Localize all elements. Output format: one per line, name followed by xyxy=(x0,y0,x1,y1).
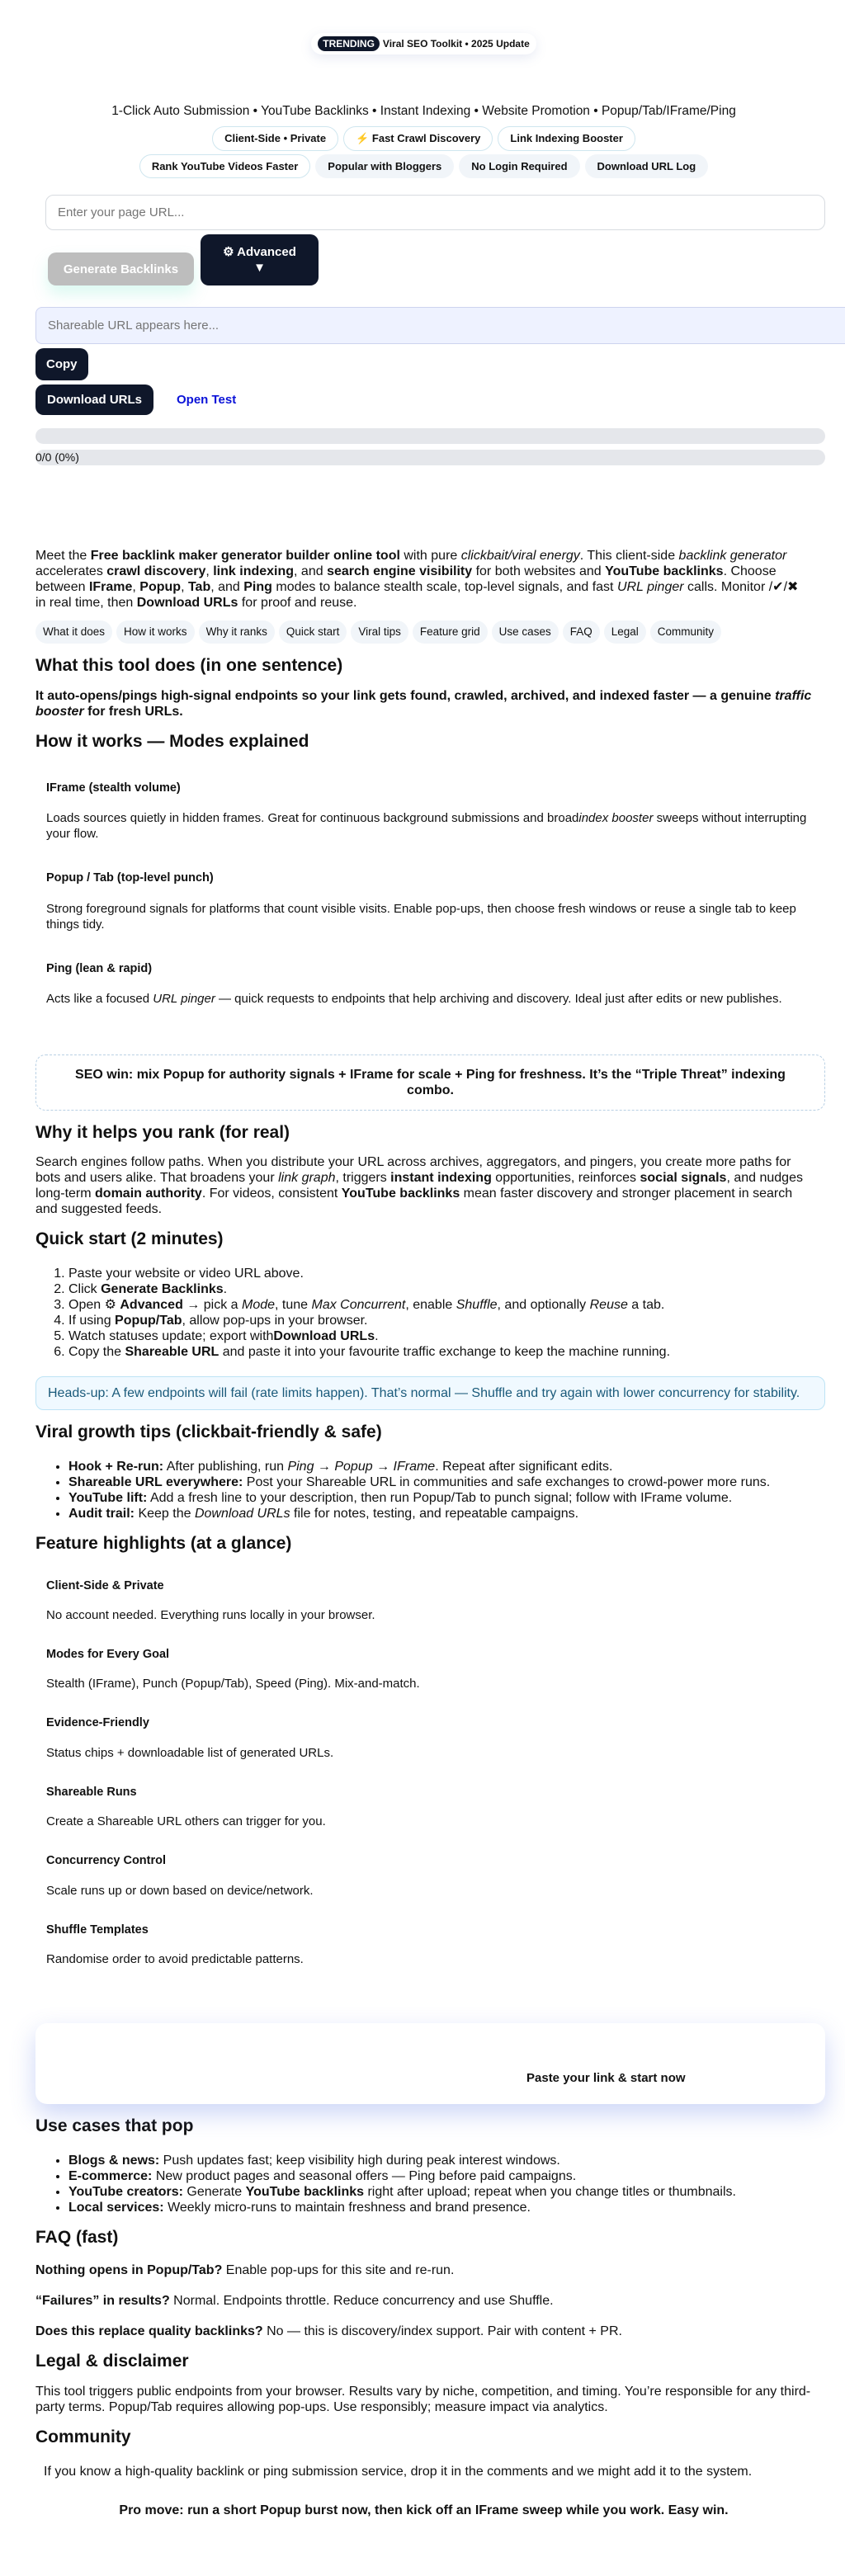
text-run: instant indexing xyxy=(390,1171,492,1186)
mode-card xyxy=(35,781,812,842)
why-text xyxy=(35,1154,812,1217)
nav-chip[interactable]: Community xyxy=(650,620,721,644)
text-run: Normal. Endpoints throttle. Reduce concurrency and use Shuffle. xyxy=(169,2294,554,2309)
text-run: opportunities, reinforces xyxy=(491,1171,640,1186)
copy-button[interactable]: Copy xyxy=(35,348,88,380)
mode-text xyxy=(46,810,812,842)
feature-title: Client-Side & Private xyxy=(46,1578,164,1592)
text-run: calls. Monitor /✔/✖ in real time, then xyxy=(35,580,799,611)
advanced-toggle-button[interactable] xyxy=(201,234,319,285)
quick-start-step xyxy=(68,1266,812,1281)
badge: No Login Required xyxy=(459,154,579,179)
use-case-item xyxy=(68,2200,812,2215)
mode-title: Popup / Tab (top-level punch) xyxy=(46,871,214,885)
text-run: , enable xyxy=(405,1298,456,1313)
text-run: Nothing opens in Popup/Tab? xyxy=(35,2263,223,2278)
faq-item xyxy=(35,2324,812,2339)
text-run: , xyxy=(181,580,188,595)
faq-list xyxy=(35,2262,812,2339)
text-run: . This client-side xyxy=(579,549,679,564)
feature-title: Concurrency Control xyxy=(46,1854,167,1868)
text-run: Hook + Re-run: xyxy=(68,1460,164,1474)
quick-start-steps xyxy=(35,1266,812,1360)
nav-chip[interactable]: FAQ xyxy=(563,620,600,644)
text-run: IFrame xyxy=(393,1460,436,1474)
text-run: E-commerce: xyxy=(68,2169,153,2184)
text-run: After publishing, run xyxy=(163,1460,288,1474)
tip-item xyxy=(68,1459,812,1474)
badge: Download URL Log xyxy=(585,154,709,179)
mode-card xyxy=(35,962,812,1007)
section-nav xyxy=(35,620,812,644)
download-row xyxy=(35,385,812,415)
text-run: . Repeat after significant edits. xyxy=(435,1460,613,1474)
trending-text: Viral SEO Toolkit • 2025 Update xyxy=(382,38,530,50)
hero xyxy=(35,0,812,178)
download-urls-button[interactable]: Download URLs xyxy=(35,385,153,415)
feature-title: Evidence-Friendly xyxy=(46,1716,149,1730)
feature-card xyxy=(35,1648,812,1691)
text-run: a tab. xyxy=(627,1298,665,1313)
text-run: Click xyxy=(68,1282,101,1297)
text-run: New product pages and seasonal offers — Ping before paid campaigns. xyxy=(152,2169,577,2184)
use-case-item xyxy=(68,2184,812,2200)
heads-up-notice: Heads-up: A few endpoints will fail (rate limits happen). That’s normal — Shuffle and try again with lower concurrency for stability. xyxy=(35,1376,825,1410)
text-run: for proof and reuse. xyxy=(238,596,357,611)
text-run: Generate xyxy=(182,2185,246,2200)
text-run: Download URLs xyxy=(273,1329,375,1344)
tips-list xyxy=(35,1459,812,1522)
nav-chip[interactable]: Viral tips xyxy=(351,620,408,644)
text-run: , and xyxy=(210,580,244,595)
text-run: clickbait/viral energy xyxy=(460,549,580,564)
text-run: file for notes, testing, and repeatable campaigns. xyxy=(290,1507,579,1522)
nav-chip[interactable]: What it does xyxy=(35,620,112,644)
text-run: Ping xyxy=(287,1460,314,1474)
text-run: . xyxy=(375,1329,379,1344)
text-run: Download URLs xyxy=(136,596,238,611)
text-run: Reuse xyxy=(589,1298,628,1313)
use-cases-list xyxy=(35,2153,812,2215)
text-run: URL pinger xyxy=(153,991,215,1006)
text-run: Blogs & news: xyxy=(68,2154,160,2168)
text-run: Local services: xyxy=(68,2201,164,2215)
tip-item xyxy=(68,1490,812,1506)
feature-title: Shuffle Templates xyxy=(46,1923,149,1937)
badge: Client-Side • Private xyxy=(212,126,338,151)
feature-text: Scale runs up or down based on device/network. xyxy=(46,1883,314,1898)
text-run: Acts like a focused xyxy=(46,991,153,1006)
text-run: Popup/Tab xyxy=(115,1314,182,1328)
mode-text xyxy=(46,901,812,932)
text-run: , tune xyxy=(275,1298,312,1313)
text-run: accelerates xyxy=(35,564,107,579)
text-run: Audit trail: xyxy=(68,1507,135,1522)
tip-item xyxy=(68,1506,812,1522)
feature-title: Shareable Runs xyxy=(46,1785,137,1799)
nav-chip[interactable]: Why it ranks xyxy=(199,620,275,644)
text-run: . Choose between xyxy=(35,564,777,595)
shareable-url-field[interactable] xyxy=(35,307,845,344)
text-run: Advanced xyxy=(120,1298,183,1313)
feature-card xyxy=(35,1786,812,1829)
section-title: Use cases that pop xyxy=(35,2116,194,2135)
url-input[interactable] xyxy=(45,195,825,230)
text-run: Generate Backlinks xyxy=(101,1282,224,1297)
text-run: Weekly micro-runs to maintain freshness and brand presence. xyxy=(163,2201,531,2215)
use-case-item xyxy=(68,2153,812,2168)
what-text xyxy=(35,688,812,719)
text-run: modes to balance stealth scale, top-level signals, and fast xyxy=(271,580,617,595)
text-run: Tab xyxy=(187,580,211,595)
feature-card xyxy=(35,1923,812,1967)
text-run: YouTube backlinks xyxy=(605,564,724,579)
seo-win-callout: SEO win: mix Popup for authority signals + IFrame for scale + Ping for freshness. It’s the “Triple Threat” indexing combo. xyxy=(35,1054,825,1111)
chevron-down-icon: ▼ xyxy=(253,261,266,276)
text-run: mean faster discovery and stronger placement in search and suggested feeds. xyxy=(35,1187,793,1217)
quick-start-step xyxy=(68,1281,812,1297)
nav-chip[interactable]: Use cases xyxy=(492,620,559,644)
feature-text: Create a Shareable URL others can trigger for you. xyxy=(46,1814,326,1829)
text-run: . xyxy=(223,1282,228,1297)
progress-status: 0/0 (0%) xyxy=(35,450,825,465)
text-run: traffic booster xyxy=(35,688,812,719)
section-title: Feature highlights (at a glance) xyxy=(35,1534,292,1554)
open-test-link[interactable]: Open Test xyxy=(177,392,237,407)
section-title: What this tool does (in one sentence) xyxy=(35,656,343,676)
text-run: , xyxy=(132,580,140,595)
action-row xyxy=(48,234,812,285)
text-run: → xyxy=(372,1460,394,1474)
text-run: backlink generator xyxy=(678,549,787,564)
generate-backlinks-button[interactable]: Generate Backlinks xyxy=(48,252,194,285)
text-run: , and nudges long-term xyxy=(35,1171,803,1201)
section-title: Viral growth tips (clickbait-friendly & safe) xyxy=(35,1422,382,1442)
progress-bar xyxy=(35,428,825,444)
text-run: Shuffle xyxy=(456,1298,498,1313)
text-run: , xyxy=(205,564,214,579)
text-run: crawl discovery xyxy=(106,564,206,579)
text-run: for both websites and xyxy=(472,564,606,579)
trending-tag: TRENDING xyxy=(318,36,380,51)
text-run: Copy the xyxy=(68,1345,125,1360)
text-run: Free backlink maker generator builder online tool xyxy=(90,549,400,564)
quick-start-step xyxy=(68,1313,812,1328)
faq-item xyxy=(35,2293,812,2309)
nav-chip[interactable]: Quick start xyxy=(279,620,347,644)
text-run: Does this replace quality backlinks? xyxy=(35,2324,263,2339)
badge: ⚡ Fast Crawl Discovery xyxy=(343,126,493,151)
text-run: Shareable URL everywhere: xyxy=(68,1475,243,1490)
text-run: link graph xyxy=(278,1171,336,1186)
text-run: Shareable URL xyxy=(125,1345,220,1360)
text-run: Watch statuses update; export with xyxy=(68,1329,274,1344)
text-run: Strong foreground signals for platforms that count visible visits. Enable pop-ups, then choose fresh windows or reuse a single tab to keep things tidy. xyxy=(46,901,796,932)
text-run: YouTube backlinks xyxy=(341,1187,460,1201)
text-run: . For videos, consistent xyxy=(201,1187,342,1201)
feature-card xyxy=(35,1716,812,1760)
text-run: and paste it into your favourite traffic exchange to keep the machine running. xyxy=(219,1345,671,1360)
faq-item xyxy=(35,2262,812,2278)
text-run: Meet the xyxy=(35,549,91,564)
quick-start-step xyxy=(68,1328,812,1344)
quick-start-step xyxy=(68,1344,812,1360)
text-run: right after upload; repeat when you change titles or thumbnails. xyxy=(364,2185,736,2200)
text-run: Download URLs xyxy=(194,1507,290,1522)
text-run: search engine visibility xyxy=(327,564,473,579)
text-run: Add a fresh line to your description, then run Popup/Tab to punch signal; follow with IFrame volume. xyxy=(147,1491,733,1506)
text-run: → pick a xyxy=(182,1298,242,1313)
text-run: , and xyxy=(294,564,328,579)
feature-title: Modes for Every Goal xyxy=(46,1648,170,1662)
cta-card[interactable] xyxy=(35,2023,825,2104)
trending-pill xyxy=(311,33,536,54)
text-run: Keep the xyxy=(135,1507,195,1522)
nav-chip[interactable]: Feature grid xyxy=(413,620,488,644)
feature-text: Stealth (IFrame), Punch (Popup/Tab), Speed (Ping). Mix-and-match. xyxy=(46,1677,420,1691)
section-title: Why it helps you rank (for real) xyxy=(35,1122,290,1142)
section-title: How it works — Modes explained xyxy=(35,731,309,751)
advanced-label: ⚙ Advanced xyxy=(223,244,296,259)
badges xyxy=(35,126,812,178)
text-run: URL pinger xyxy=(616,580,684,595)
section-title: Community xyxy=(35,2427,131,2446)
nav-chip[interactable]: Legal xyxy=(604,620,646,644)
text-run: Paste your website or video URL above. xyxy=(68,1267,304,1281)
text-run: Open ⚙ xyxy=(68,1298,120,1313)
feature-text: Status chips + downloadable list of generated URLs. xyxy=(46,1745,334,1760)
text-run: Mode xyxy=(241,1298,276,1313)
text-run: Ping xyxy=(243,580,272,595)
tip-item xyxy=(68,1474,812,1490)
feature-text: Randomise order to avoid predictable patterns. xyxy=(46,1952,304,1966)
text-run: — quick requests to endpoints that help archiving and discovery. Ideal just after edits or new publishes. xyxy=(215,991,782,1006)
text-run: It auto-opens/pings high-signal endpoints so your link gets found, crawled, archived, and indexed faster — a genuine xyxy=(35,688,776,703)
badge: Popular with Bloggers xyxy=(315,154,454,179)
text-run: link indexing xyxy=(213,564,295,579)
text-run: YouTube creators: xyxy=(68,2185,183,2200)
text-run: Popup xyxy=(334,1460,373,1474)
mode-card xyxy=(35,871,812,932)
community-text: If you know a high-quality backlink or ping submission service, drop it in the comments and we might add it to the system. xyxy=(44,2464,753,2479)
feature-text: No account needed. Everything runs locally in your browser. xyxy=(46,1608,375,1623)
use-case-item xyxy=(68,2168,812,2184)
pro-move-text: Pro move: run a short Popup burst now, then kick off an IFrame sweep while you work. Easy win. xyxy=(119,2503,729,2517)
text-run: , and optionally xyxy=(497,1298,590,1313)
text-run: sweeps without interrupting your flow. xyxy=(46,811,807,842)
text-run: No — this is discovery/index support. Pair with content + PR. xyxy=(262,2324,622,2339)
text-run: , allow pop-ups in your browser. xyxy=(182,1314,368,1328)
legal-text: This tool triggers public endpoints from your browser. Results vary by niche, competition, and timing. You’re responsible for any third-party terms. Popup/Tab requires allowing pop-ups. Use responsibly; measure impact via analytics. xyxy=(35,2384,811,2414)
text-run: Popup xyxy=(139,580,182,595)
nav-chip[interactable]: How it works xyxy=(116,620,195,644)
intro-paragraph xyxy=(35,548,812,611)
text-run: Loads sources quietly in hidden frames. Great for continuous background submissions and broad xyxy=(46,811,579,826)
badge: Link Indexing Booster xyxy=(498,126,635,151)
text-run: Push updates fast; keep visibility high during peak interest windows. xyxy=(159,2154,560,2168)
tagline: 1-Click Auto Submission • YouTube Backlinks • Instant Indexing • Website Promotion • Popup/Tab/IFrame/Ping xyxy=(111,104,736,119)
text-run: Search engines follow paths. When you distribute your URL across archives, aggregators, and pingers, you create more paths for bots and users alike. That broadens your xyxy=(35,1155,791,1186)
feature-card xyxy=(35,1854,812,1898)
cta-label: Paste your link & start now xyxy=(526,2071,686,2085)
text-run: → xyxy=(314,1460,335,1474)
text-run: If using xyxy=(68,1314,116,1328)
text-run: social signals xyxy=(640,1171,727,1186)
text-run: , triggers xyxy=(335,1171,391,1186)
section-title: Quick start (2 minutes) xyxy=(35,1229,224,1249)
mode-title: Ping (lean & rapid) xyxy=(46,961,153,975)
text-run: YouTube backlinks xyxy=(245,2185,365,2200)
text-run: Max Concurrent xyxy=(311,1298,406,1313)
text-run: IFrame xyxy=(88,580,133,595)
text-run: for fresh URLs. xyxy=(83,704,183,719)
mode-title: IFrame (stealth volume) xyxy=(46,781,181,795)
text-run: “Failures” in results? xyxy=(35,2294,170,2309)
text-run: YouTube lift: xyxy=(68,1491,148,1506)
text-run: Post your Shareable URL in communities and safe exchanges to crowd-power more runs. xyxy=(243,1475,771,1490)
badge: Rank YouTube Videos Faster xyxy=(139,154,310,179)
text-run: domain authority xyxy=(95,1187,202,1201)
text-run: Enable pop-ups for this site and re-run. xyxy=(222,2263,455,2278)
modes-list xyxy=(35,781,812,1007)
text-run: index booster xyxy=(578,811,654,826)
quick-start-step xyxy=(68,1297,812,1313)
section-title: FAQ (fast) xyxy=(35,2228,119,2248)
text-run: with pure xyxy=(399,549,461,564)
mode-text xyxy=(46,991,812,1007)
feature-grid xyxy=(35,1579,812,1967)
section-title: Legal & disclaimer xyxy=(35,2352,189,2371)
feature-card xyxy=(35,1579,812,1623)
